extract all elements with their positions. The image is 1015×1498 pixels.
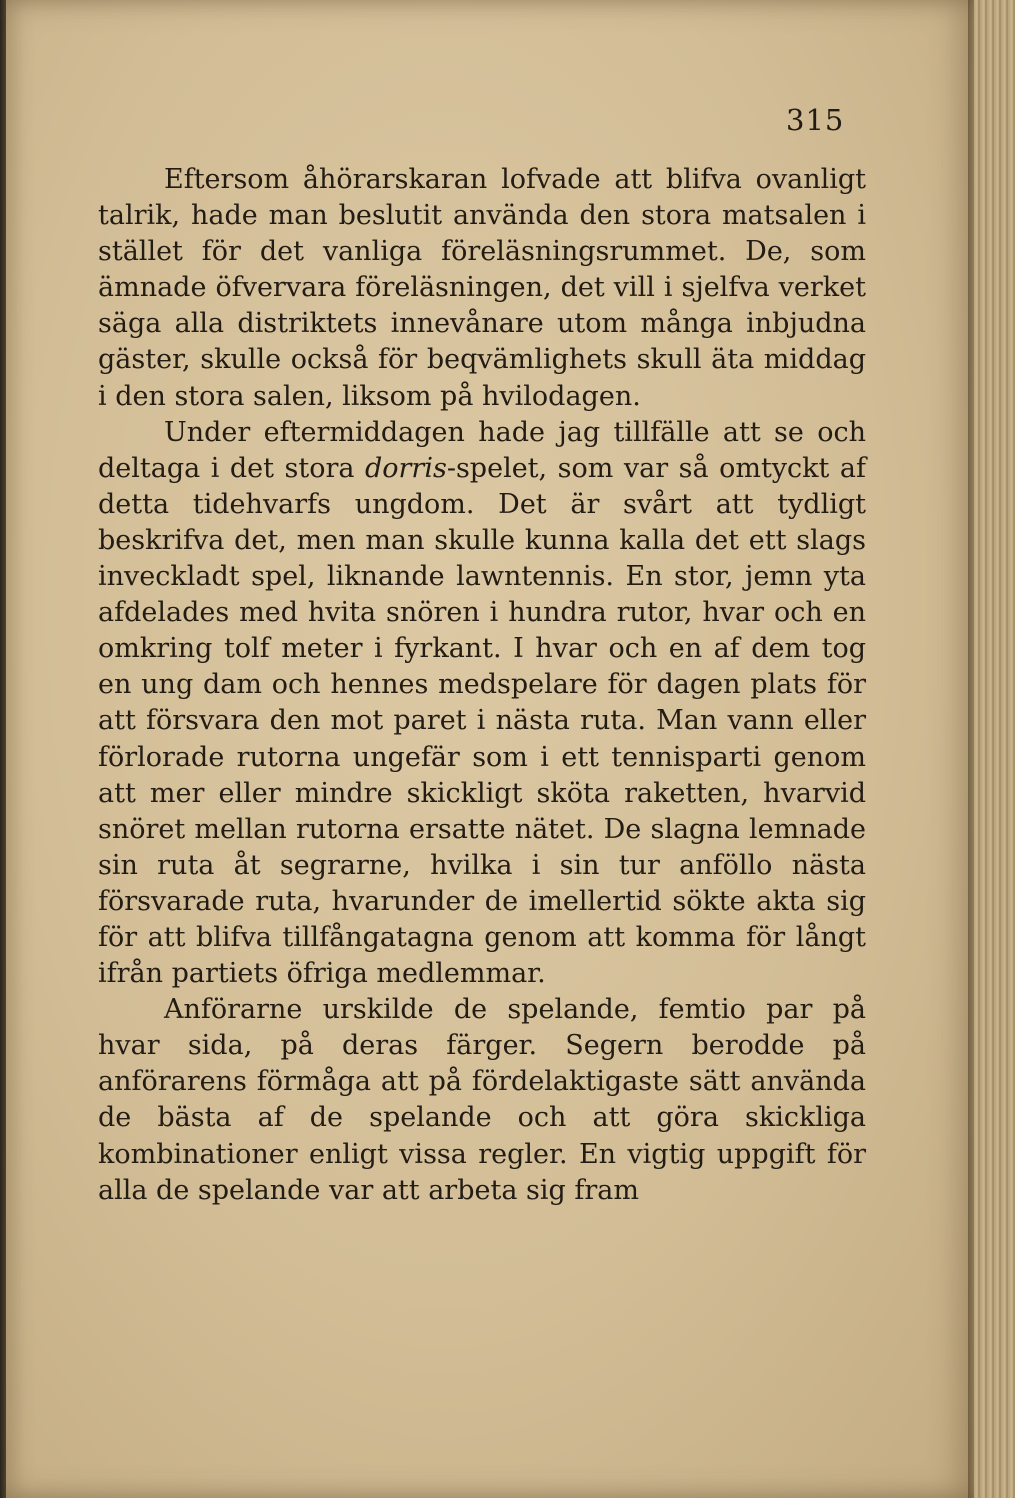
paragraph-2-text-start: Under eftermiddagen hade jag tillfälle att se och deltaga i det stora — [98, 416, 866, 484]
italic-term-dorris: dorris — [364, 452, 447, 484]
page-stack-edge — [974, 0, 1015, 1498]
page-number: 315 — [786, 103, 845, 137]
paragraph-3: Anförarne urskilde de spelande, femtio par på hvar sida, på deras färger. Segern berodde på anförarens förmåga att på fördelaktigaste sätt använda de bästa af de spelande och att göra skickliga kombinationer enligt vissa regler. En vigtig uppgift för alla de spelande var att arbeta sig fram — [98, 994, 866, 1206]
paragraph-2 — [98, 415, 866, 993]
paragraph-1: Eftersom åhörarskaran lofvade att blifva ovanligt talrik, hade man beslutit använda den stora matsalen i stället för det vanliga föreläsningsrummet. De, som ämnade öfvervara föreläsningen, det vill i sjelfva verket säga alla distriktets innevånare utom många inbjudna gäster, skulle också för beqvämlighets skull äta middag i den stora salen, liksom på hvilodagen. — [98, 164, 866, 412]
book-page — [6, 0, 978, 1498]
paragraph-2-text-end: -spelet, som var så omtyckt af detta tidehvarfs ungdom. Det är svårt att tydligt beskrifva det, men man skulle kunna kalla det ett slags inveckladt spel, liknande lawntennis. En stor, jemn yta afdelades med hvita snören i hundra rutor, hvar och en omkring tolf meter i fyrkant. I hvar och en af dem tog en ung dam och hennes medspelare för dagen plats för att försvara den mot paret i nästa ruta. Man vann eller förlorade rutorna ungefär som i ett tennisparti genom att mer eller mindre skickligt sköta raketten, hvarvid snöret mellan rutorna ersatte nätet. De slagna lemnade sin ruta åt segrarne, hvilka i sin tur anföllo nästa försvarade ruta, hvarunder de imellertid sökte akta sig för att blifva tillfångatagna genom att komma för långt ifrån partiets öfriga medlemmar. — [98, 452, 866, 990]
page-body-text — [98, 162, 866, 1209]
